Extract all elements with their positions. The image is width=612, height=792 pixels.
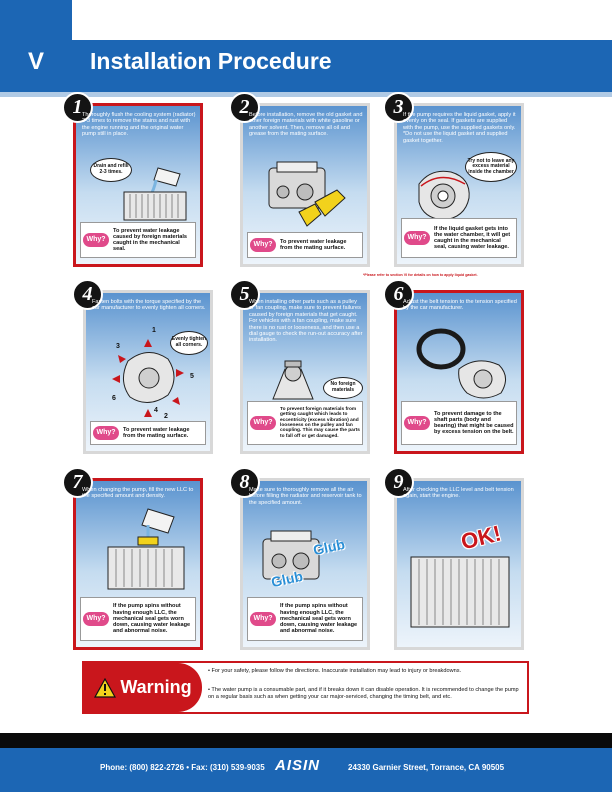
- step-number: 2: [229, 92, 260, 123]
- why-box: [247, 597, 363, 641]
- step-4-panel: [82, 283, 213, 454]
- aisin-logo: AISIN: [275, 757, 321, 774]
- header-stripe: [0, 92, 612, 97]
- page-header: [0, 0, 612, 97]
- step-9-panel: [393, 471, 524, 650]
- why-box: [90, 421, 206, 445]
- step-instruction: Thoroughly flush the cooling system (radiator) 2-3 times to remove the stains and rust with the engine running and the original water pump still in place.: [82, 112, 196, 138]
- step-number: 5: [229, 279, 260, 310]
- warning-label: [84, 663, 202, 712]
- step-number: 8: [229, 467, 260, 498]
- bolt-number-2: 2: [164, 413, 168, 420]
- callout-text: No foreign materials: [330, 381, 356, 393]
- step-7-panel: [72, 471, 203, 650]
- glub-sound-2: Glub: [269, 567, 305, 591]
- footer-dark-band: [0, 733, 612, 748]
- step-8-panel: [239, 471, 370, 650]
- step-number: 4: [72, 279, 103, 310]
- step-number: 6: [383, 279, 414, 310]
- bolt-number-6: 6: [112, 395, 116, 402]
- step-2-panel: [239, 96, 370, 267]
- step-instruction: After checking the LLC level and belt tension again, start the engine.: [403, 487, 514, 500]
- glub-sound-1: Glub: [311, 535, 347, 559]
- why-badge: Why?: [404, 416, 430, 430]
- step-number: 9: [383, 467, 414, 498]
- bolt-number-1: 1: [152, 327, 156, 334]
- footer-contact: Phone: (800) 822-2726 • Fax: (310) 539-9035: [100, 763, 265, 772]
- why-explanation: If the pump spins without having enough LLC, the mechanical seal gets worn down, causing water leakage and abnormal noise.: [280, 603, 358, 635]
- liquid-gasket-footnote: *Please refer to section VI for details on how to apply liquid gasket.: [363, 273, 478, 277]
- step-instruction: When installing other parts such as a pulley or fan coupling, make sure to prevent failures caused by foreign materials that get caught. For vehicles with a fan coupling, make sure there is no rust or looseness, and then use a dial gauge to check the run-out accuracy after installation.: [249, 299, 363, 344]
- warning-item-2: • The water pump is a consumable part, and if it breaks down it can disable operation. It is recommended to change the pump on a regular basis such as when getting your car major-serviced, changing the timing belt, and etc.: [208, 687, 519, 700]
- why-badge: Why?: [250, 416, 276, 430]
- step-instruction: Fasten bolts with the torque specified by the car manufacturer to evenly tighten all corners.: [92, 299, 206, 312]
- why-explanation: If the liquid gasket gets into the water chamber, it will get caught in the mechanical seal, causing water leakage.: [434, 225, 511, 251]
- step-number: 3: [383, 92, 414, 123]
- step-number: 1: [62, 92, 93, 123]
- bolt-number-3: 3: [116, 343, 120, 350]
- why-box: [401, 401, 517, 445]
- warning-label-text: Warning: [120, 677, 192, 697]
- warning-item-1: • For your safety, please follow the directions. Inaccurate installation may lead to injury or breakdowns.: [208, 668, 462, 674]
- warning-triangle-icon: [94, 678, 116, 698]
- radiator-illustration: [407, 553, 513, 631]
- step-instruction: Adjust the belt tension to the tension specified by the car manufacturer.: [403, 299, 517, 312]
- step-instruction: Make sure to thoroughly remove all the air before filling the radiator and reservoir tank to the specified amount.: [249, 487, 362, 506]
- step-1-panel: [72, 96, 203, 267]
- footer-address: 24330 Garnier Street, Torrance, CA 90505: [348, 763, 505, 772]
- step-instruction: If the pump requires the liquid gasket, apply it evenly on the seal. If gaskets are supplied with the pump, use the supplied gaskets only. *Do not use the liquid gasket and supplied gasket together.: [403, 112, 516, 144]
- why-badge: Why?: [83, 612, 109, 626]
- header-top-band: [72, 0, 612, 40]
- bolt-number-5: 5: [190, 373, 194, 380]
- why-box: [401, 218, 517, 258]
- step-number: 7: [62, 467, 93, 498]
- step-3-panel: [393, 96, 524, 267]
- why-badge: Why?: [404, 231, 430, 245]
- callout-text: Evenly tighten all corners.: [171, 336, 207, 348]
- why-box: [80, 597, 196, 641]
- llc-fill-illustration: [104, 507, 190, 593]
- fan-coupling-illustration: [263, 359, 323, 403]
- why-badge: Why?: [250, 612, 276, 626]
- warning-box: [82, 661, 529, 714]
- no-foreign-materials-callout: [323, 377, 363, 399]
- why-box: [247, 232, 363, 258]
- why-explanation: To prevent water leakage from the mating surface.: [280, 238, 347, 251]
- why-explanation: To prevent foreign materials from getting caught which leads to eccentricity (excess vibration) and looseness on the pulley and fan coupling. This may cause the parts to fall off or get damaged.: [280, 406, 360, 439]
- bolt-number-4: 4: [154, 407, 158, 414]
- section-tab: [0, 0, 72, 92]
- why-explanation: To prevent water leakage caused by foreign materials caught in the mechanical seal.: [113, 227, 187, 253]
- why-badge: Why?: [83, 233, 109, 247]
- why-explanation: If the pump spins without having enough LLC, the mechanical seal gets worn down, causing water leakage and abnormal noise.: [113, 603, 191, 635]
- section-letter: V: [27, 48, 44, 75]
- why-badge: Why?: [250, 238, 276, 252]
- why-box: [80, 222, 196, 258]
- callout-text: Drain and refill 2-3 times.: [93, 163, 129, 175]
- water-pump-gasket-illustration: [411, 164, 481, 226]
- engine-cleaning-illustration: [259, 158, 351, 230]
- why-explanation: To prevent water leakage from the mating surface.: [123, 426, 190, 439]
- step-instruction: Before installation, remove the old gasket and other foreign materials with white gasoline or another solvent. Then, remove all oil and grease from the mating surface.: [249, 112, 363, 138]
- step-instruction: When changing the pump, fill the new LLC to the specified amount and density.: [82, 487, 194, 500]
- page-title: Installation Procedure: [90, 48, 332, 74]
- why-explanation: To prevent damage to the shaft parts (body and bearing) that might be caused by excess tension on the belt.: [434, 410, 514, 436]
- step-5-panel: [239, 283, 370, 454]
- radiator-flush-illustration: [120, 166, 198, 222]
- belt-tension-illustration: [407, 319, 517, 403]
- ok-stamp: OK!: [458, 520, 504, 555]
- callout-text: Try not to leave any excess material inside the chamber: [467, 157, 515, 175]
- why-badge: Why?: [93, 426, 119, 440]
- step-6-panel: [393, 283, 524, 454]
- why-box: [247, 401, 363, 445]
